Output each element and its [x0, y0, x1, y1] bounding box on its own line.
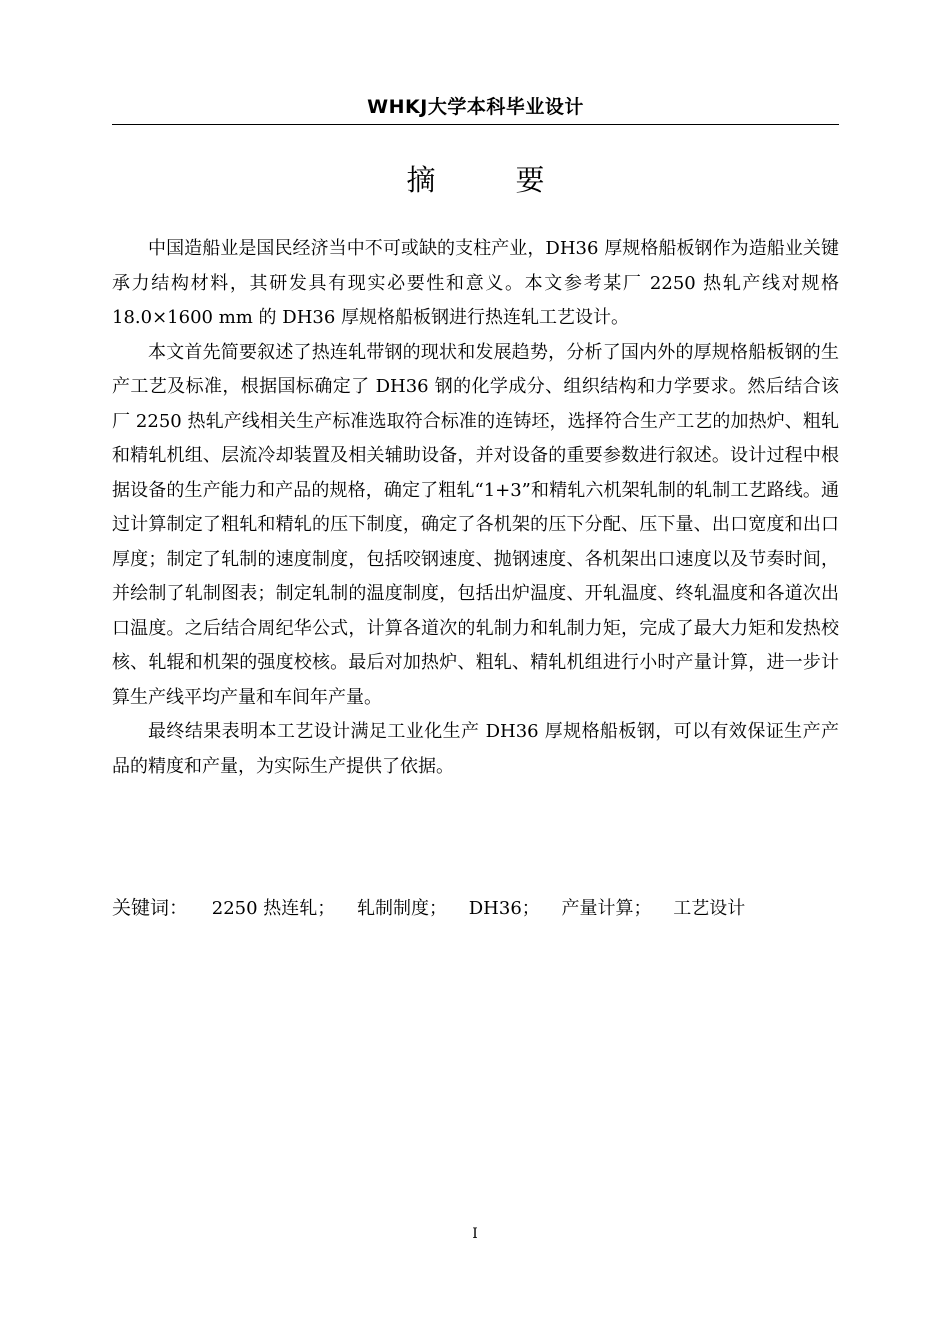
keyword-item: DH36； — [468, 898, 540, 919]
abstract-body — [112, 232, 839, 784]
abstract-paragraph-3: 最终结果表明本工艺设计满足工业化生产 DH36 厚规格船板钢，可以有效保证生产产品的精度和产量，为实际生产提供了依据。 — [112, 721, 839, 777]
keyword-item: 轧制制度； — [357, 898, 448, 919]
abstract-paragraph-2: 本文首先简要叙述了热连轧带钢的现状和发展趋势，分析了国内外的厚规格船板钢的生产工艺及标准，根据国标确定了 DH36 钢的化学成分、组织结构和力学要求。然后结合该厂 2250 热轧产线相关生产标准选取符合标准的连铸坯，选择符合生产工艺的加热炉、粗轧和精轧机组、层流冷却装置及相关辅助设备，并对设备的重要参数进行叙述。设计过程中根据设备的生产能力和产品的规格，确定了粗轧“1+3”和精轧六机架轧制的轧制工艺路线。通过计算制定了粗轧和精轧的压下制度，确定了各机架的压下分配、压下量、出口宽度和出口厚度；制定了轧制的速度制度，包括咬钢速度、抛钢速度、各机架出口速度以及节奏时间，并绘制了轧制图表；制定轧制的温度制度，包括出炉温度、开轧温度、终轧温度和各道次出口温度。之后结合周纪华公式，计算各道次的轧制力和轧制力矩，完成了最大力矩和发热校核、轧辊和机架的强度校核。最后对加热炉、粗轧、精轧机组进行小时产量计算，进一步计算生产线平均产量和车间年产量。 — [112, 341, 839, 708]
keywords-label: 关键词： — [112, 897, 189, 919]
running-header: WHKJ大学本科毕业设计 — [367, 96, 584, 118]
section-title: 摘要 — [406, 163, 625, 197]
page-number: I — [472, 1226, 478, 1242]
keyword-item: 工艺设计 — [673, 898, 746, 919]
header-divider — [112, 124, 839, 125]
keyword-item: 产量计算； — [561, 898, 652, 919]
keywords-line — [112, 893, 839, 920]
keyword-item: 2250 热连轧； — [211, 898, 336, 919]
abstract-paragraph-1: 中国造船业是国民经济当中不可或缺的支柱产业，DH36 厚规格船板钢作为造船业关键承力结构材料，其研发具有现实必要性和意义。本文参考某厂 2250 热轧产线对规格 18.0×1600 mm 的 DH36 厚规格船板钢进行热连轧工艺设计。 — [112, 238, 839, 328]
